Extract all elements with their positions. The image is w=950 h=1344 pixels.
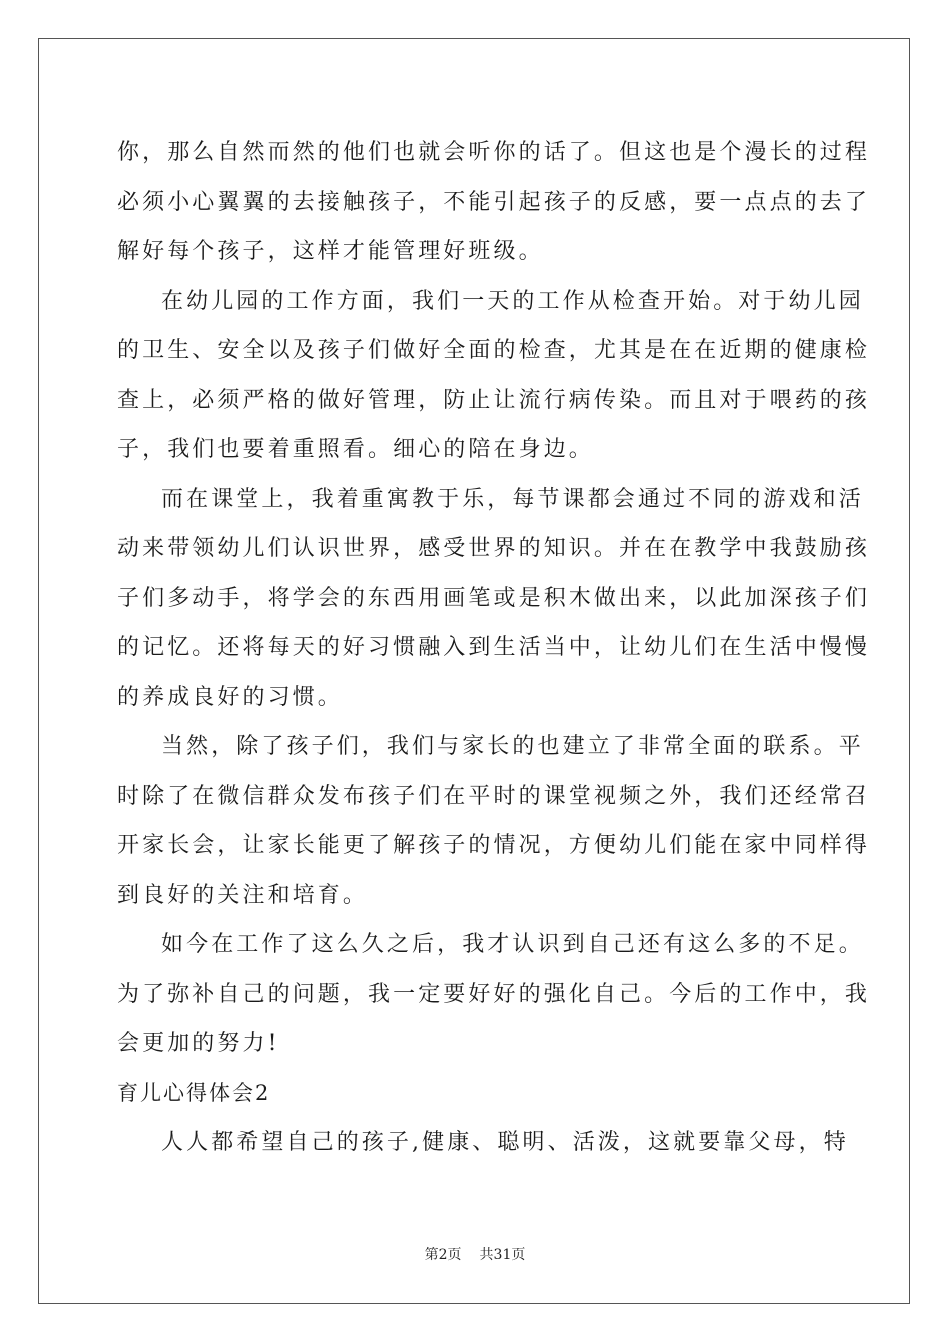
page-number: 第2页 <box>424 1247 462 1263</box>
document-body <box>117 128 871 1168</box>
text-line: 动来带领幼儿们认识世界，感受世界的知识。并在在教学中我鼓励孩 <box>117 536 871 561</box>
text-line: 如今在工作了这么久之后，我才认识到自己还有这么多的不足。 <box>161 932 864 957</box>
paragraph <box>117 920 871 1069</box>
text-line: 的记忆。还将每天的好习惯融入到生活当中，让幼儿们在生活中慢慢 <box>117 635 871 660</box>
text-line: 子们多动手，将学会的东西用画笔或是积木做出来，以此加深孩子们 <box>117 585 871 611</box>
text-line: 开家长会，让家长能更了解孩子的情况，方便幼儿们能在家中同样得 <box>117 833 871 858</box>
text-line: 当然，除了孩子们，我们与家长的也建立了非常全面的联系。平 <box>161 734 864 759</box>
text-line: 在幼儿园的工作方面，我们一天的工作从检查开始。对于幼儿园 <box>161 288 864 314</box>
text-line: 必须小心翼翼的去接触孩子，不能引起孩子的反感，要一点点的去了 <box>117 189 871 215</box>
page-footer <box>0 1244 950 1264</box>
paragraph <box>117 128 871 277</box>
paragraph <box>117 475 871 723</box>
paragraph <box>117 1118 849 1168</box>
section-heading: 育儿心得体会2 <box>117 1080 271 1105</box>
paragraph <box>117 277 871 475</box>
text-line: 到良好的关注和培育。 <box>117 882 369 908</box>
text-line: 子，我们也要着重照看。细心的陪在身边。 <box>117 437 594 462</box>
page-total: 共31页 <box>479 1247 526 1263</box>
text-line: 为了弥补自己的问题，我一定要好好的强化自己。今后的工作中，我 <box>117 981 871 1007</box>
text-line: 人人都希望自己的孩子,健康、聪明、活泼，这就要靠父母，特 <box>161 1130 849 1155</box>
text-line: 而在课堂上，我着重寓教于乐，每节课都会通过不同的游戏和活 <box>161 486 864 512</box>
text-line: 会更加的努力! <box>117 1031 280 1056</box>
paragraph <box>117 722 871 920</box>
text-line: 解好每个孩子，这样才能管理好班级。 <box>117 239 544 264</box>
text-line: 你，那么自然而然的他们也就会听你的话了。但这也是个漫长的过程 <box>117 140 871 165</box>
text-line: 时除了在微信群众发布孩子们在平时的课堂视频之外，我们还经常召 <box>117 783 871 809</box>
text-line: 查上，必须严格的做好管理，防止让流行病传染。而且对于喂药的孩 <box>117 387 871 413</box>
text-line: 的卫生、安全以及孩子们做好全面的检查，尤其是在在近期的健康检 <box>117 338 871 363</box>
text-line: 的养成良好的习惯。 <box>117 684 343 710</box>
